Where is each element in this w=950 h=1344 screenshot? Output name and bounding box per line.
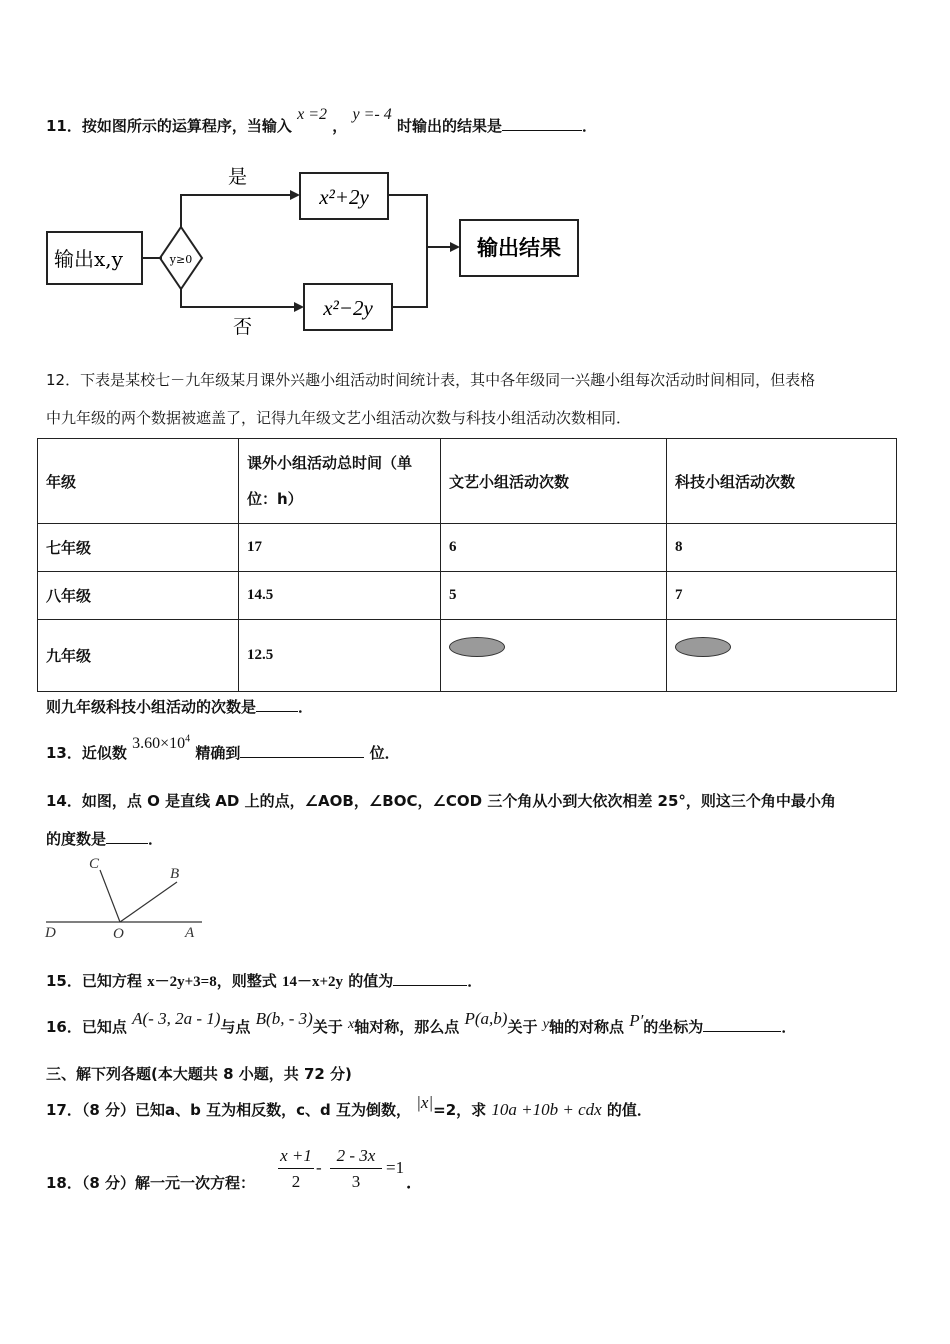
answer-blank[interactable] [703,1031,781,1032]
q11-text [46,106,598,136]
q17-text-a: （8 分）已知 [81,1101,166,1119]
q17-text-b: a、b 互为相反数，c、d 互为倒数， [165,1101,411,1119]
cover-oval [675,637,731,657]
q13-text-a: 近似数 [81,744,127,762]
q16-text-d: 轴对称，那么点 [354,1018,460,1036]
q14-text-line2 [46,828,163,849]
q18-frac1-denominator: 2 [291,1172,301,1191]
ray-oc [100,870,120,922]
table-cell: 14.5 [239,572,441,620]
fraction-bar [278,1168,314,1169]
q14-number: 14． [46,792,82,810]
flow-no-label: 否 [233,316,253,338]
label-a: A [185,925,195,941]
header-line-1: 课外小组活动总时间（单 [247,454,413,472]
q15-text-b: ，则整式 [216,972,277,990]
q13-text [46,733,400,763]
q14-end: ． [148,830,164,848]
q16-text-b: 与点 [220,1018,251,1036]
q12-text-a: 下表是某校七－九年级某月课外兴趣小组活动时间统计表，其中各年级同一兴趣小组每次活动时间相同，但表格 [80,371,816,389]
q11-flowchart [40,155,600,345]
q15-number: 15． [46,972,82,990]
q18-text-a: （8 分）解一元一次方程： [81,1174,256,1192]
answer-blank[interactable] [502,130,582,131]
table-cell-covered [441,620,667,692]
table-cell: 12.5 [239,620,441,692]
q11-number: 11． [46,117,82,135]
table-row [38,524,897,572]
q15-text [46,970,482,991]
label-b: B [170,866,180,882]
q11-input-y: y =- 4 [352,106,392,123]
q18-number: 18． [46,1174,82,1192]
table-header-cell: 年级 [38,439,239,524]
q18-end: ． [406,1173,423,1192]
table-cell: 5 [441,572,667,620]
q18-minus: - [316,1158,322,1177]
section-heading: 三、解下列各题(本大题共 8 小题，共 72 分) [46,1065,352,1083]
flow-expr-yes: x²+2y [319,185,369,209]
cover-oval [449,637,505,657]
q16-text-c: 关于 [312,1018,343,1036]
q11-text-b: 时输出的结果是 [396,117,502,135]
q15-end: ． [467,972,483,990]
answer-blank[interactable] [106,843,148,844]
activity-table [37,438,897,692]
q14-text-a: 如图，点 O 是直线 AD 上的点，∠AOB，∠BOC，∠COD 三个角从小到大依次相差 25°，则这三个角中最小角 [81,792,836,810]
q15-expression: 14－x+2y [281,974,344,990]
q16-axis-y: y [542,1017,549,1032]
q11-end: ． [582,117,598,135]
header-line-2: 位：h） [247,490,303,508]
q16-text-f: 轴的对称点 [548,1018,624,1036]
q16-point-p-prime: P′ [629,1011,644,1030]
q12-text-line2 [46,407,631,428]
q18-frac1-numerator: x +1 [280,1146,312,1165]
q11-sep: ， [332,117,348,135]
q16-point-a: A(- 3, 2a - 1) [132,1009,221,1028]
q16-end: ． [781,1018,797,1036]
q12-text-b: 中九年级的两个数据被遮盖了，记得九年级文艺小组活动次数与科技小组活动次数相同． [46,409,632,427]
table-header-row [38,439,897,524]
flow-expr-no: x²−2y [323,296,373,320]
q16-axis-x: x [348,1017,355,1032]
q16-text-e: 关于 [507,1018,538,1036]
table-cell: 6 [441,524,667,572]
q13-exponent: 4 [185,733,191,745]
flow-input-label: 输出x,y [54,247,123,271]
q17-text-d: 的值． [606,1101,652,1119]
table-cell-covered [667,620,897,692]
label-o: O [113,926,124,942]
q17-number: 17． [46,1101,82,1119]
q18-frac2-denominator: 3 [351,1172,361,1191]
q15-text-a: 已知方程 [81,972,142,990]
q13-number: 13． [46,744,82,762]
fraction-bar [330,1168,382,1169]
q11-input-x: x =2 [297,106,328,123]
table-cell: 17 [239,524,441,572]
table-header-cell: 文艺小组活动次数 [441,439,667,524]
q17-text [46,1093,652,1120]
q17-expression: 10a +10b + cdx [491,1100,602,1119]
q16-number: 16． [46,1018,82,1036]
q16-text-g: 的坐标为 [643,1018,704,1036]
q18-rhs: =1 [386,1158,405,1177]
q18-text [46,1172,255,1193]
q17-text-c: =2，求 [433,1101,487,1119]
q13-mantissa: 3.60×10 [132,735,186,752]
table-row [38,620,897,692]
table-cell: 七年级 [38,524,239,572]
table-cell: 八年级 [38,572,239,620]
q13-text-c: 位． [369,744,400,762]
ray-ob [120,882,177,922]
flow-output-label: 输出结果 [477,236,561,260]
q12-number: 12． [46,371,81,389]
q11-text-a: 按如图所示的运算程序，当输入 [81,117,292,135]
q16-point-p: P(a,b) [464,1009,508,1028]
q13-text-b: 精确到 [195,744,241,762]
q12-answer [46,696,313,717]
flow-decision-label: y≥0 [169,253,193,266]
table-row [38,572,897,620]
flow-yes-label: 是 [228,166,248,188]
q18-frac2-numerator: 2 - 3x [336,1146,376,1165]
q14-angle-figure [40,850,210,942]
q16-text [46,1009,797,1037]
q12-text-line1 [46,369,815,390]
q17-abs-x: |x| [416,1093,434,1112]
label-c: C [89,856,100,872]
table-header-cell [239,439,441,524]
q15-equation: x－2y+3=8 [147,974,217,990]
q14-text-b: 的度数是 [46,830,107,848]
table-cell: 九年级 [38,620,239,692]
q14-text-line1 [46,790,836,811]
answer-blank[interactable] [256,711,298,712]
table-header-cell: 科技小组活动次数 [667,439,897,524]
answer-blank[interactable] [240,757,364,758]
q16-text-a: 已知点 [81,1018,127,1036]
table-cell: 8 [667,524,897,572]
q15-text-c: 的值为 [348,972,394,990]
label-d: D [45,925,56,941]
q13-number-expr [132,735,190,752]
q12-answer-text: 则九年级科技小组活动的次数是 [46,698,257,716]
answer-blank[interactable] [393,985,467,986]
q16-point-b: B(b, - 3) [255,1009,313,1028]
table-cell: 7 [667,572,897,620]
q12-end: ． [298,698,314,716]
